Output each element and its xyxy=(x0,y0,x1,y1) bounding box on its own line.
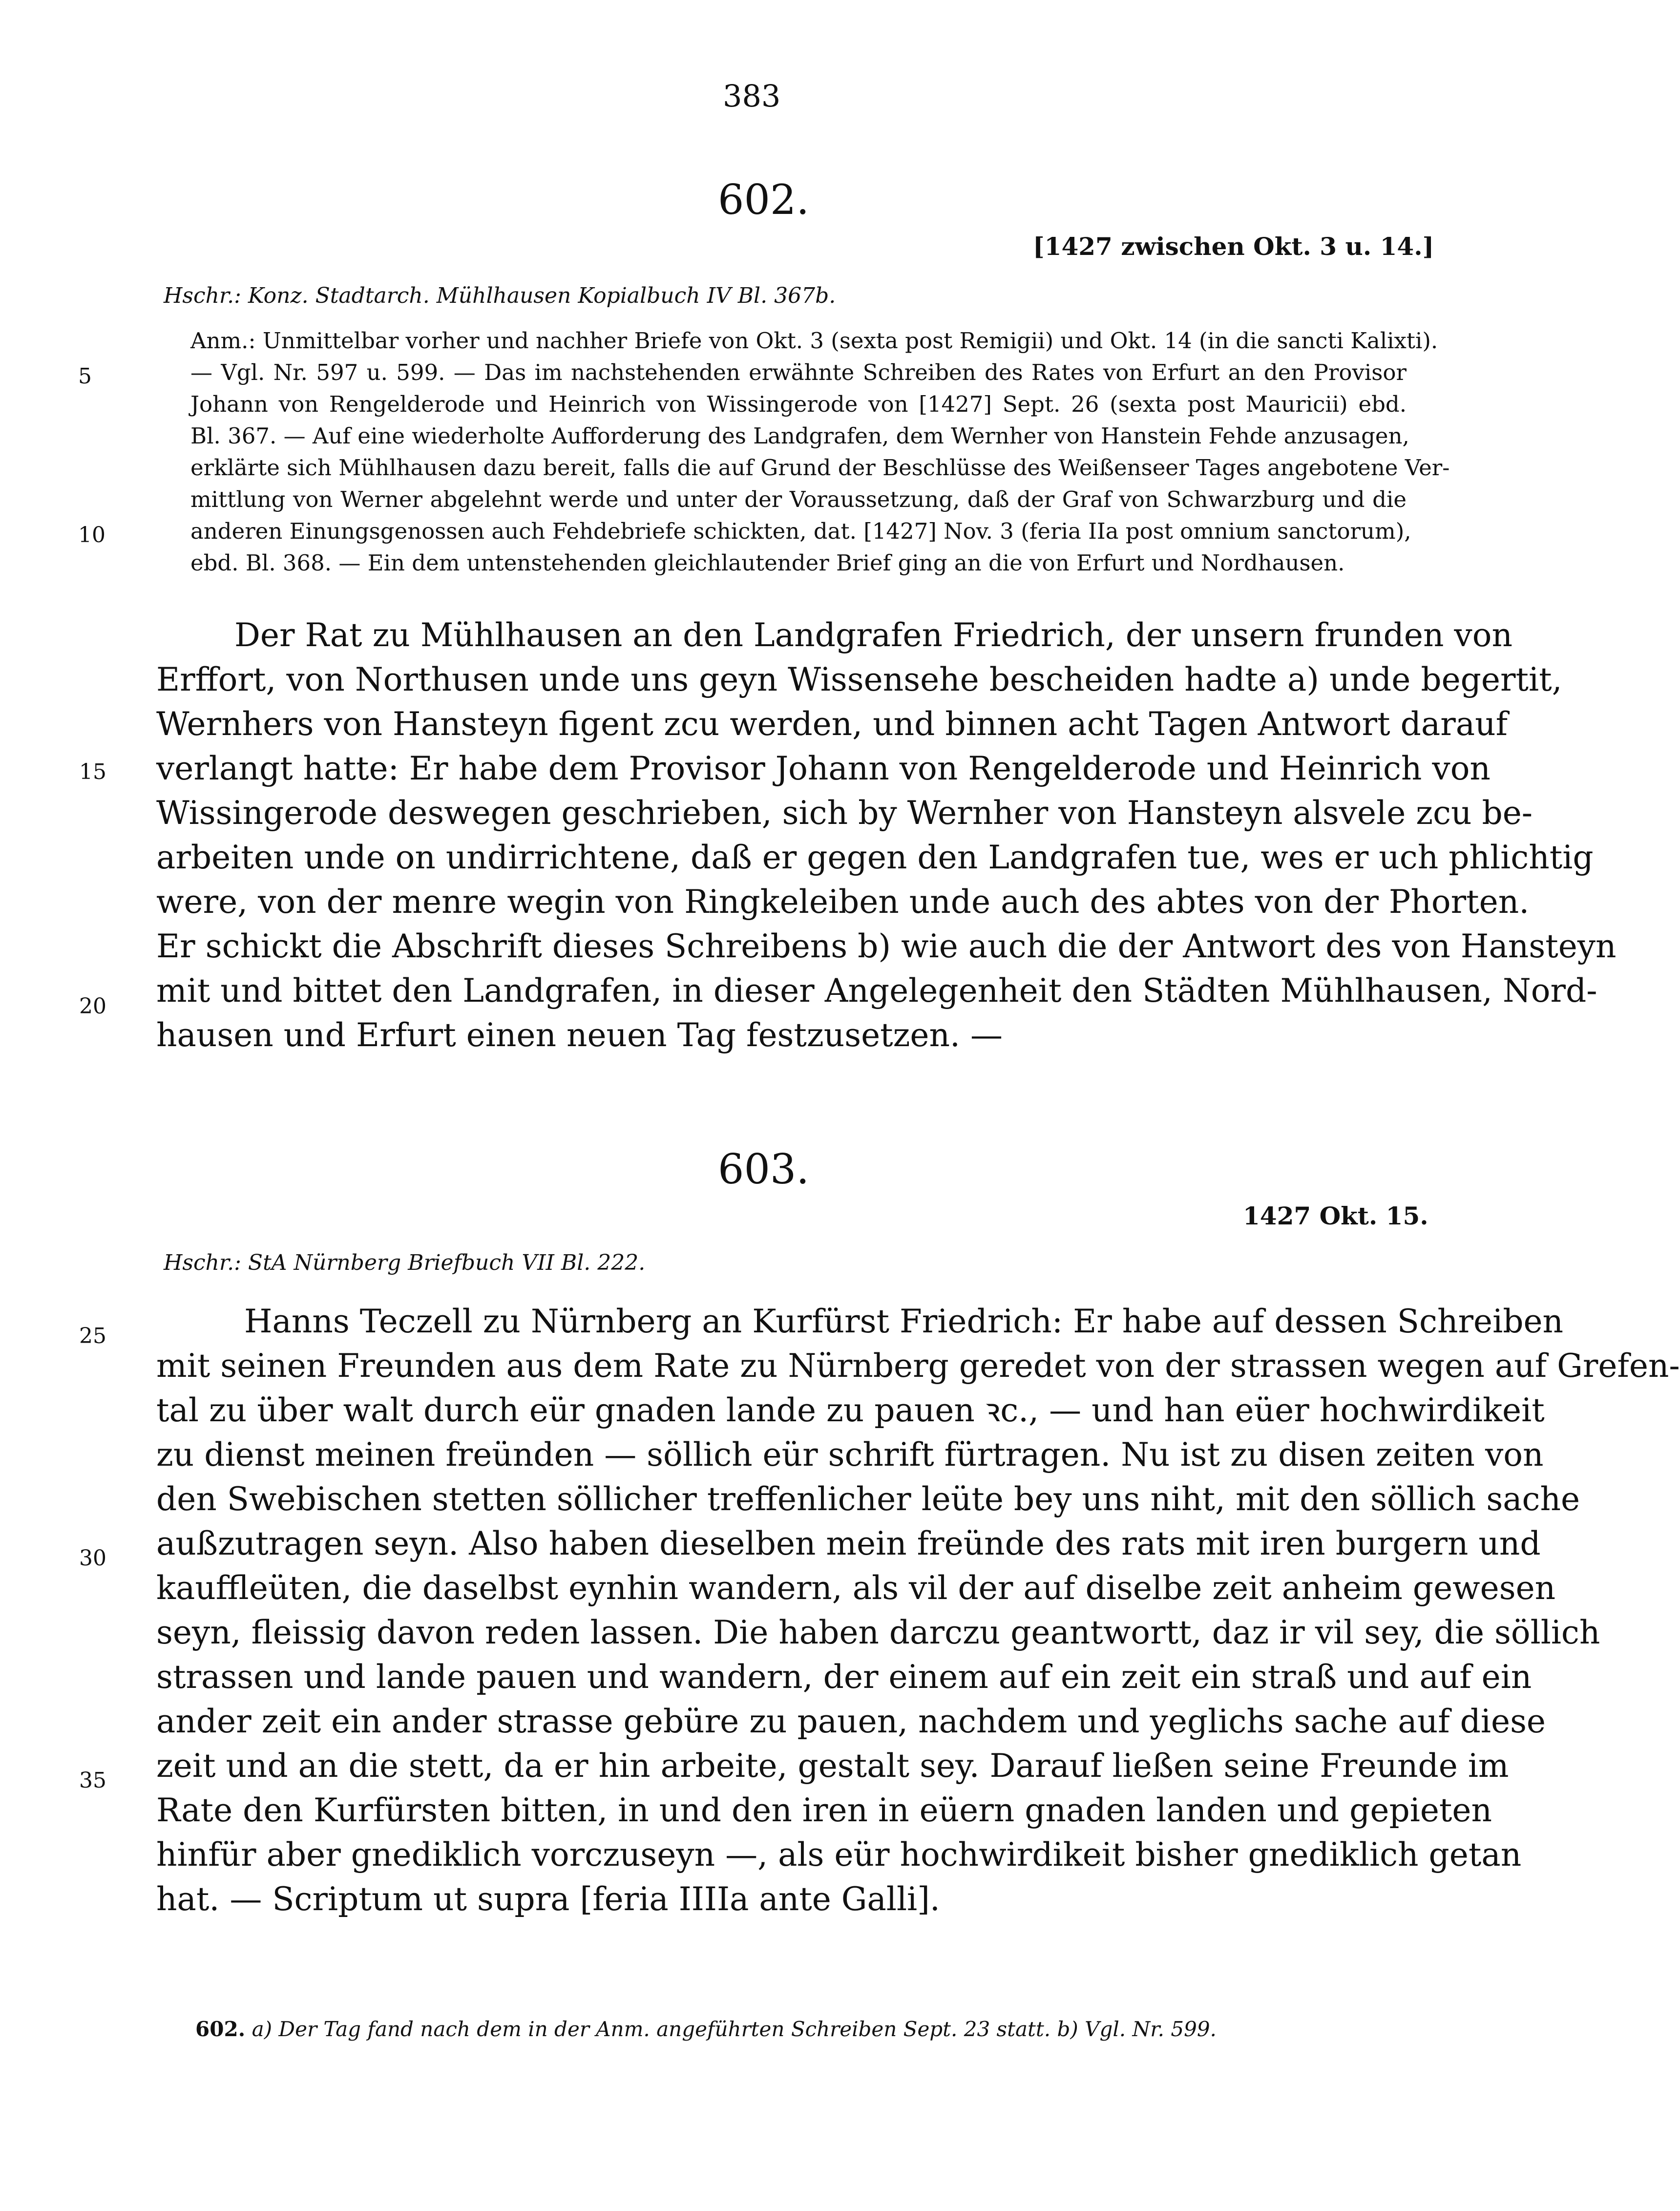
annotation-line: anderen Einungsgenossen auch Fehdebriefe schickten, dat. [1427] Nov. 3 (feria IIa post omnium sanctorum), xyxy=(190,518,1411,544)
body-line: Der Rat zu Mühlhausen an den Landgrafen Friedrich, der unsern frunden von xyxy=(234,616,1512,654)
body-line: Erffort, von Northusen unde uns geyn Wissensehe bescheiden hadte a) unde begertit, xyxy=(156,661,1562,698)
body-line: zu dienst meinen freünden — söllich eür schrift fürtragen. Nu ist zu disen zeiten von xyxy=(156,1436,1544,1474)
line-number: 5 xyxy=(78,364,92,389)
body-line: Wissingerode deswegen geschrieben, sich by Wernher von Hansteyn alsvele zcu be- xyxy=(156,794,1533,832)
annotation-line: Bl. 367. — Auf eine wiederholte Aufforderung des Landgrafen, dem Wernher von Hanstein Fehde anzusagen, xyxy=(190,423,1409,449)
body-line: den Swebischen stetten söllicher treffenlicher leüte bey uns niht, mit den söllich sache xyxy=(156,1480,1580,1518)
footnote-text: a) Der Tag fand nach dem in der Anm. angeführten Schreiben Sept. 23 statt. b) Vgl. Nr. 599. xyxy=(252,2017,1217,2041)
page-number: 383 xyxy=(723,78,781,114)
doc-603-number: 603. xyxy=(718,1145,810,1193)
line-number: 35 xyxy=(79,1768,106,1793)
annotation-line: — Vgl. Nr. 597 u. 599. — Das im nachstehenden erwähnte Schreiben des Rates von Erfurt an den Provisor xyxy=(190,359,1407,385)
footnote-ref: 602. xyxy=(195,2017,246,2041)
annotation-line: Johann von Rengelderode und Heinrich von Wissingerode von [1427] Sept. 26 (sexta post Mauricii) ebd. xyxy=(190,391,1407,417)
doc-602-date: [1427 zwischen Okt. 3 u. 14.] xyxy=(1033,232,1434,261)
body-line: strassen und lande pauen und wandern, der einem auf ein zeit ein straß und auf ein xyxy=(156,1658,1532,1696)
body-line: hinfür aber gnediklich vorczuseyn —, als eür hochwirdikeit bisher gnediklich getan xyxy=(156,1836,1522,1874)
line-number: 15 xyxy=(79,759,106,784)
body-line: arbeiten unde on undirrichtene, daß er gegen den Landgrafen tue, wes er uch phlichtig xyxy=(156,839,1594,876)
body-line: Wernhers von Hansteyn figent zcu werden, und binnen acht Tagen Antwort darauf xyxy=(156,705,1508,743)
body-line: kauffleüten, die daselbst eynhin wandern, als vil der auf diselbe zeit anheim gewesen xyxy=(156,1569,1556,1607)
annotation-line: erklärte sich Mühlhausen dazu bereit, falls die auf Grund der Beschlüsse des Weißenseer Tages angebotene Ver- xyxy=(190,455,1450,481)
doc-603-body xyxy=(156,1299,1680,1921)
doc-602-hschr: Hschr.: Konz. Stadtarch. Mühlhausen Kopialbuch IV Bl. 367b. xyxy=(164,283,836,308)
line-number: 20 xyxy=(79,994,106,1019)
body-line: zeit und an die stett, da er hin arbeite, gestalt sey. Darauf ließen seine Freunde im xyxy=(156,1747,1509,1785)
doc-602-number: 602. xyxy=(718,176,810,224)
doc-603-date: 1427 Okt. 15. xyxy=(1243,1201,1428,1230)
footnote xyxy=(195,2017,1217,2041)
line-number: 25 xyxy=(79,1324,106,1348)
body-line: were, von der menre wegin von Ringkeleiben unde auch des abtes von der Phorten. xyxy=(156,883,1530,921)
body-line: tal zu über walt durch eür gnaden lande zu pauen ꝛc., — und han eüer hochwirdikeit xyxy=(156,1391,1545,1429)
doc-602-annotation xyxy=(190,325,1450,579)
body-line: Er schickt die Abschrift dieses Schreibens b) wie auch die der Antwort des von Hansteyn xyxy=(156,927,1617,965)
doc-602-body xyxy=(156,613,1617,1057)
annotation-line: ebd. Bl. 368. — Ein dem untenstehenden gleichlautender Brief ging an die von Erfurt und Nordhausen. xyxy=(190,550,1345,576)
body-line: außzutragen seyn. Also haben dieselben mein freünde des rats mit iren burgern und xyxy=(156,1525,1541,1562)
annotation-line: Anm.: Unmittelbar vorher und nachher Briefe von Okt. 3 (sexta post Remigii) und Okt. 14 (in die sancti Kalixti). xyxy=(190,328,1438,354)
body-line: Hanns Teczell zu Nürnberg an Kurfürst Friedrich: Er habe auf dessen Schreiben xyxy=(244,1303,1564,1340)
annotation-line: mittlung von Werner abgelehnt werde und unter der Voraussetzung, daß der Graf von Schwarzburg und die xyxy=(190,486,1407,512)
body-line: ander zeit ein ander strasse gebüre zu pauen, nachdem und yeglichs sache auf diese xyxy=(156,1703,1546,1740)
body-line: hat. — Scriptum ut supra [feria IIIIa ante Galli]. xyxy=(156,1880,940,1918)
body-line: mit und bittet den Landgrafen, in dieser Angelegenheit den Städten Mühlhausen, Nord- xyxy=(156,972,1597,1010)
body-line: Rate den Kurfürsten bitten, in und den iren in eüern gnaden landen und gepieten xyxy=(156,1791,1492,1829)
body-line: hausen und Erfurt einen neuen Tag festzusetzen. — xyxy=(156,1016,1003,1054)
body-line: seyn, fleissig davon reden lassen. Die haben darczu geantwortt, daz ir vil sey, die söllich xyxy=(156,1614,1600,1651)
body-line: mit seinen Freunden aus dem Rate zu Nürnberg geredet von der strassen wegen auf Grefen- xyxy=(156,1347,1680,1385)
line-number: 10 xyxy=(78,523,105,547)
line-number: 30 xyxy=(79,1546,106,1571)
doc-603-hschr: Hschr.: StA Nürnberg Briefbuch VII Bl. 222. xyxy=(164,1250,646,1275)
body-line: verlangt hatte: Er habe dem Provisor Johann von Rengelderode und Heinrich von xyxy=(156,750,1491,787)
